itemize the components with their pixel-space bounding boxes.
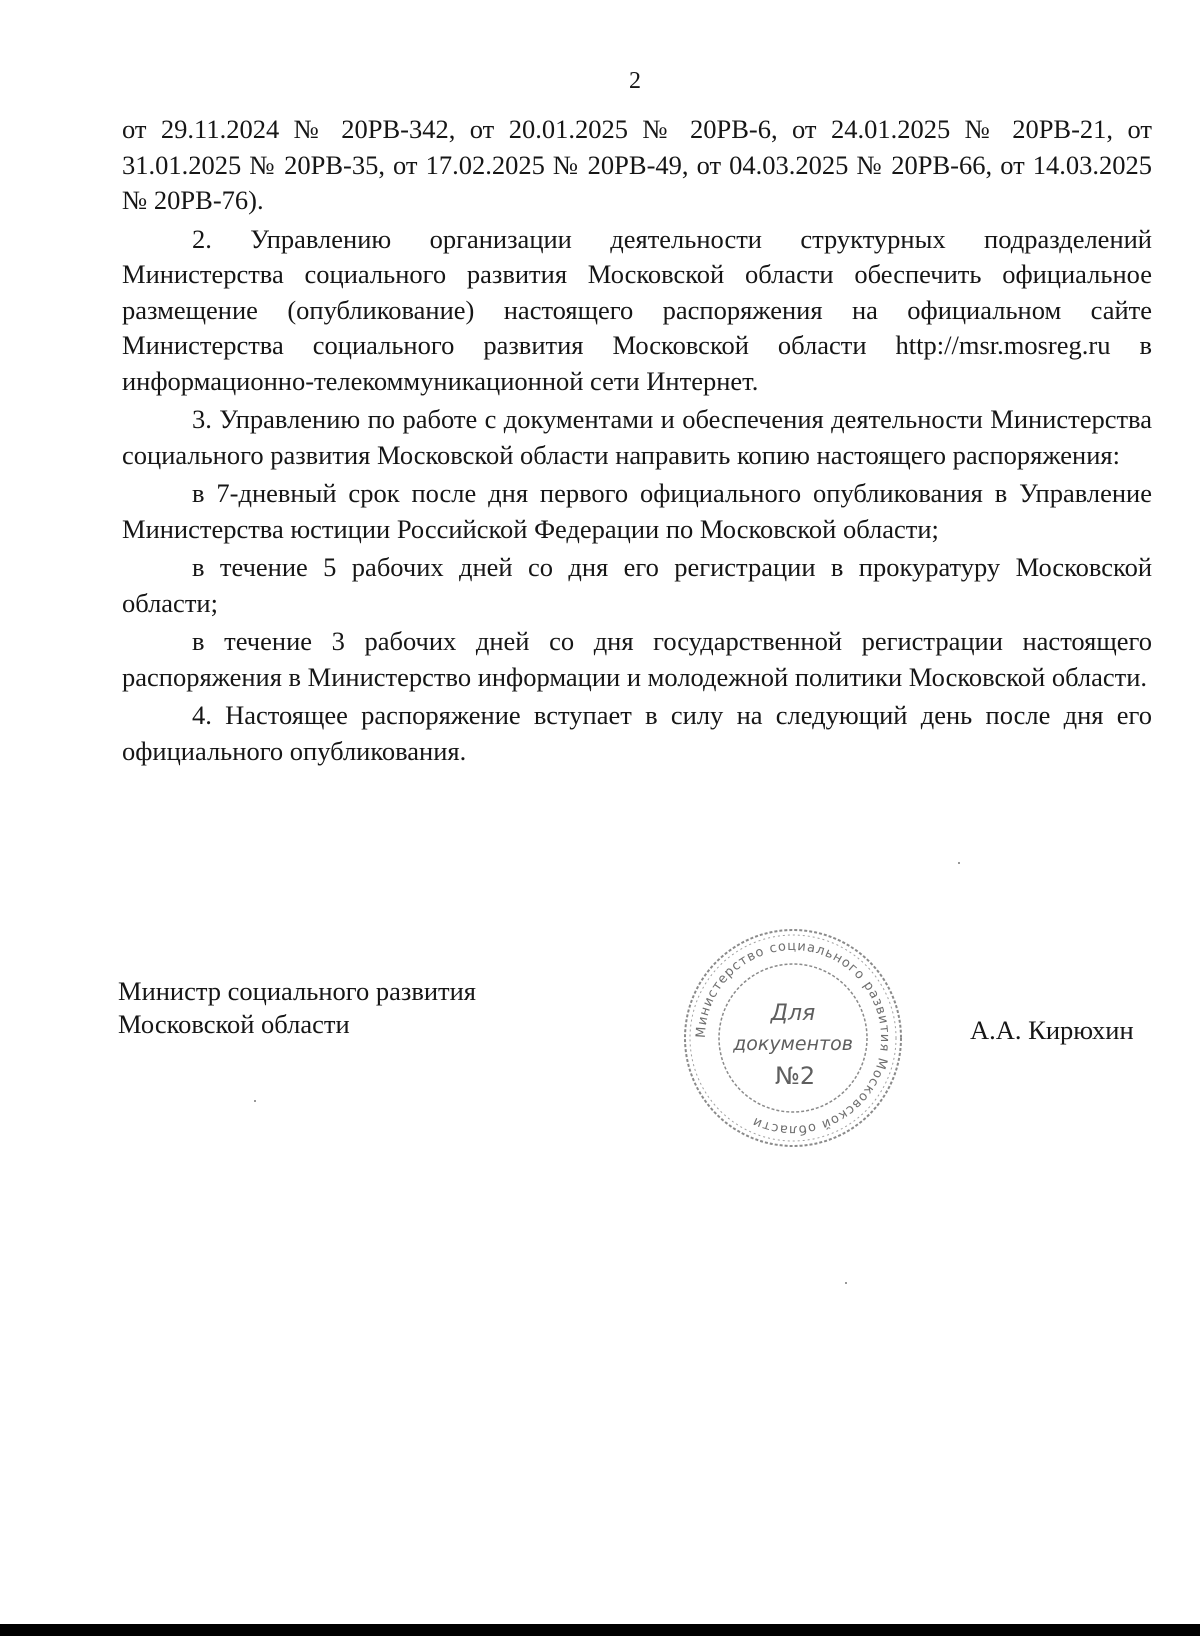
- scan-bottom-edge: [0, 1624, 1200, 1636]
- stamp-graphic: [673, 918, 913, 1158]
- stamp-line-2: документов: [733, 1033, 853, 1055]
- paragraph-item-2: 2. Управлению организации деятельности структурных подразделений Министерства социального развития Московской области обеспечить официальное размещение (опубликование) настоящего распоряжения на официальном сайте Министерства социального развития Московской области http://msr.mosreg.ru в информационно-телекоммуникационной сети Интернет.: [122, 223, 1152, 396]
- stamp-line-1: Для: [770, 1001, 816, 1026]
- signer-name: А.А. Кирюхин: [970, 1015, 1134, 1045]
- paragraph-references: от 29.11.2024 № 20РВ-342, от 20.01.2025 № 20РВ-6, от 24.01.2025 № 20РВ-21, от 31.01.2025 № 20РВ-35, от 17.02.2025 № 20РВ-49, от 04.03.2025 № 20РВ-66, от 14.03.2025 № 20РВ-76).: [122, 114, 1152, 215]
- paragraph-item-3-sub-2: в течение 5 рабочих дней со дня его регистрации в прокуратуру Московской области;: [122, 552, 1152, 618]
- scan-speck: [254, 1100, 256, 1102]
- scan-speck: [845, 1282, 847, 1284]
- signature-title-line-2: Московской области: [118, 1009, 350, 1039]
- page-number: 2: [629, 68, 641, 94]
- scan-speck: [958, 862, 960, 864]
- signature-title: [118, 975, 476, 1041]
- paragraph-item-3: 3. Управлению по работе с документами и обеспечения деятельности Министерства социального развития Московской области направить копию настоящего распоряжения:: [122, 404, 1152, 470]
- stamp-line-3: №2: [774, 1062, 816, 1090]
- signature-title-line-1: Министр социального развития: [118, 976, 476, 1006]
- document-body: [122, 112, 1152, 772]
- paragraph-item-4: 4. Настоящее распоряжение вступает в силу на следующий день после дня его официального опубликования.: [122, 700, 1152, 766]
- paragraph-item-3-sub-1: в 7-дневный срок после дня первого официального опубликования в Управление Министерства юстиции Российской Федерации по Московской области;: [122, 478, 1152, 544]
- official-stamp: [673, 918, 913, 1158]
- paragraph-item-3-sub-3: в течение 3 рабочих дней со дня государственной регистрации настоящего распоряжения в Министерство информации и молодежной политики Московской области.: [122, 626, 1152, 692]
- stamp-ring-text: Министерство социального развития Московской области: [693, 938, 893, 1138]
